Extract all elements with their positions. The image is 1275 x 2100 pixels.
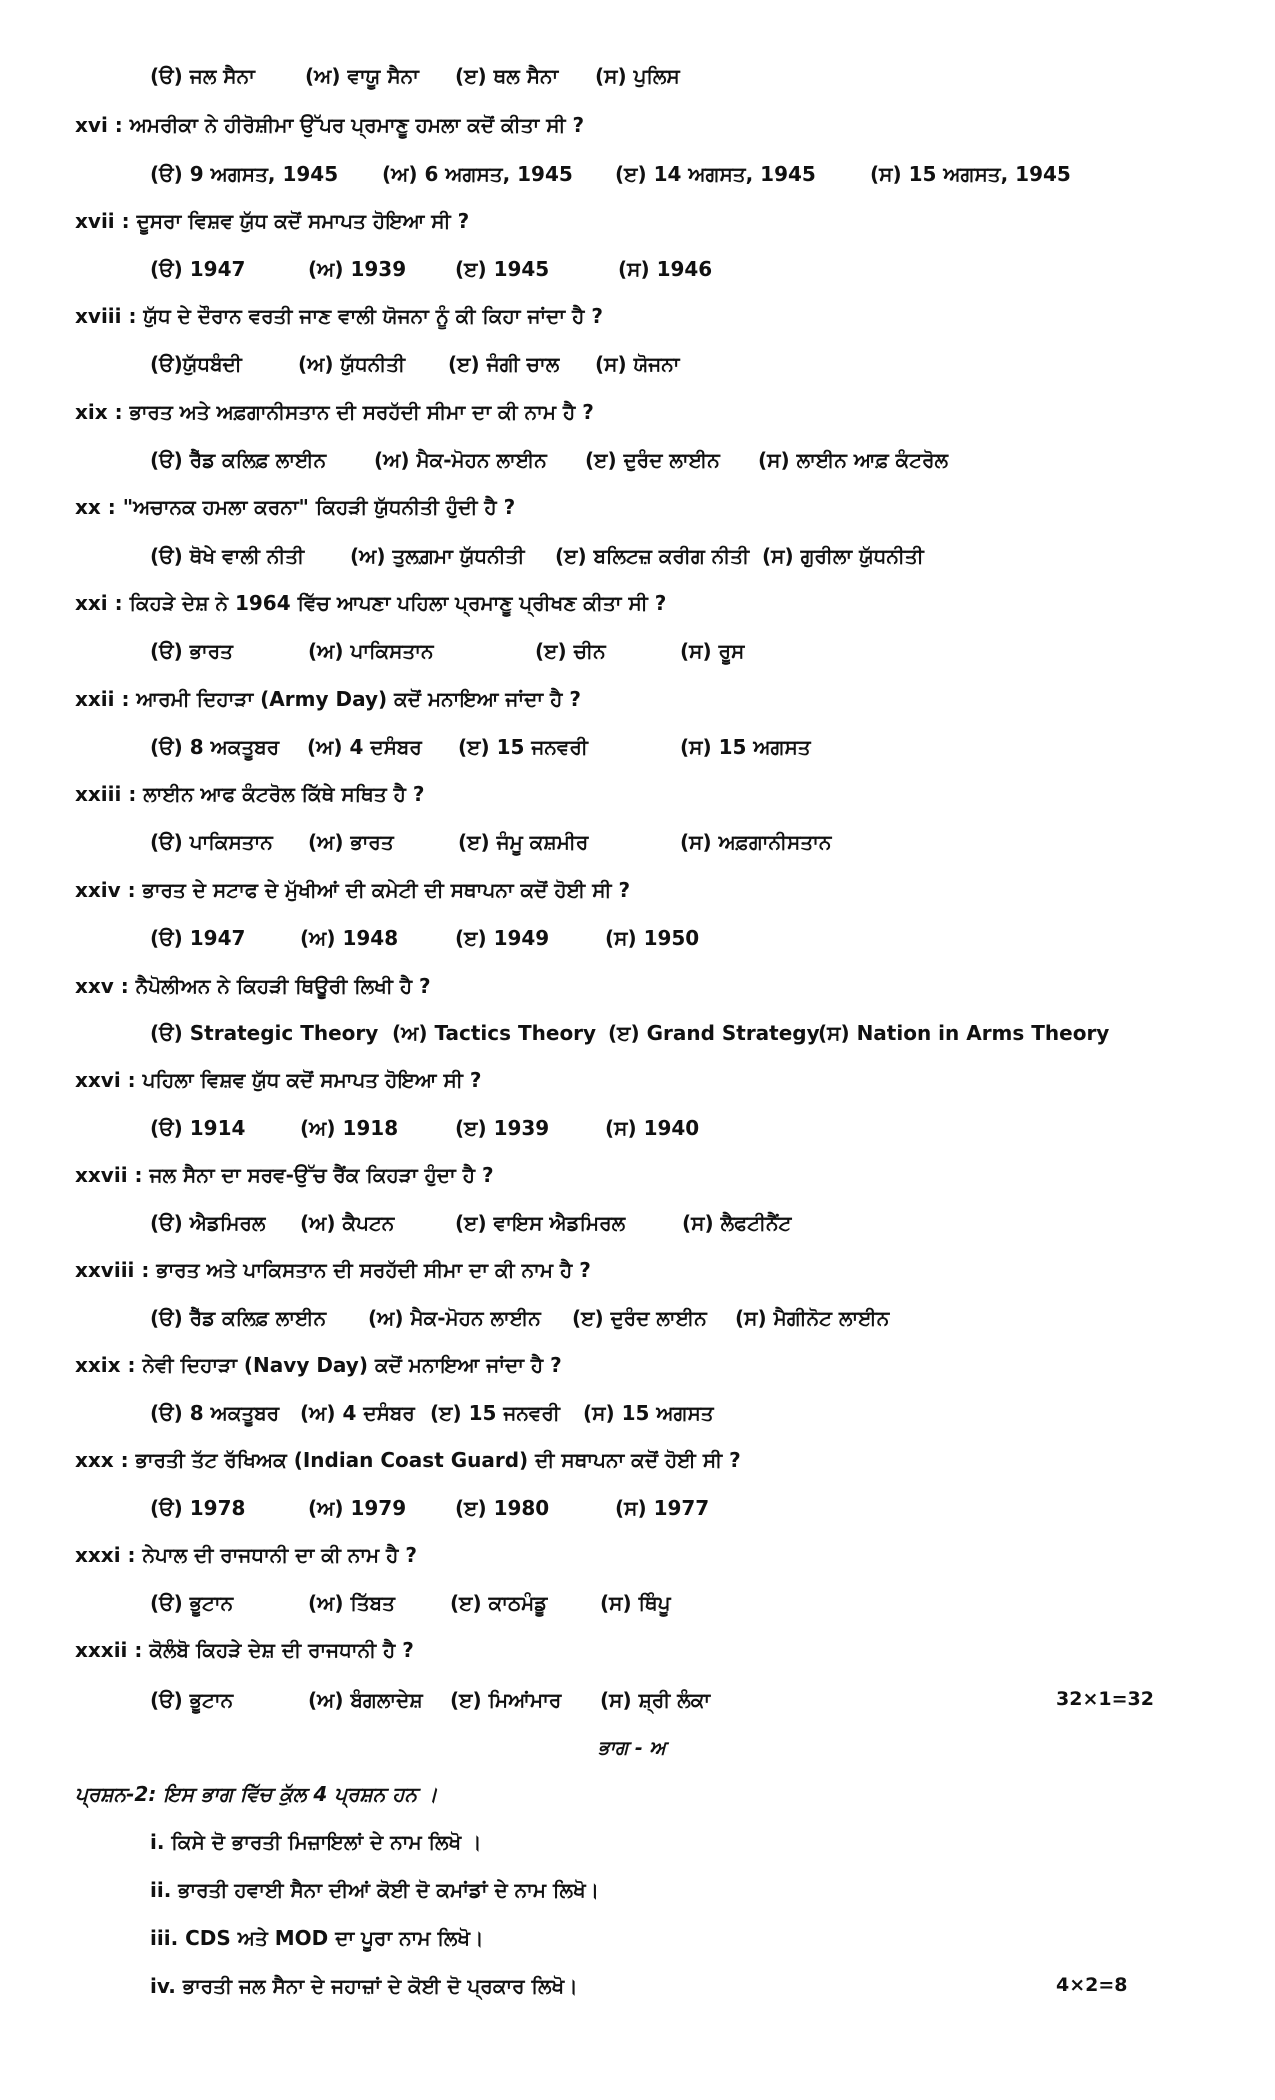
option-b: (ਅ) 1939 bbox=[308, 257, 407, 281]
option-b: (ਅ) ਮੈਕ-ਮੋਹਨ ਲਾਈਨ bbox=[368, 1306, 541, 1330]
option-a: (ੳ) 1914 bbox=[150, 1116, 246, 1140]
option-c: (ੲ) ਬਲਿਟਜ਼ ਕਰੀਗ ਨੀਤੀ bbox=[555, 544, 750, 568]
subquestion-iii: iii. CDS ਅਤੇ MOD ਦਾ ਪੂਰਾ ਨਾਮ ਲਿਖੋ। bbox=[150, 1926, 484, 1950]
option-b: (ਅ) ਕੈਪਟਨ bbox=[300, 1211, 395, 1235]
option-c: (ੲ) ਜੰਗੀ ਚਾਲ bbox=[448, 352, 560, 376]
question-text: xxiii : ਲਾਈਨ ਆਫ ਕੰਟਰੋਲ ਕਿੱਥੇ ਸਥਿਤ ਹੈ ? bbox=[75, 782, 425, 806]
option-c: (ੲ) ਵਾਇਸ ਐਡਮਿਰਲ bbox=[455, 1211, 626, 1235]
option-a: (ੳ) 8 ਅਕਤੂਬਰ bbox=[150, 1401, 280, 1425]
question-text: xvii : ਦੂਸਰਾ ਵਿਸ਼ਵ ਯੁੱਧ ਕਦੋਂ ਸਮਾਪਤ ਹੋਇਆ ਸੀ ? bbox=[75, 209, 470, 233]
subquestion-i: i. ਕਿਸੇ ਦੋ ਭਾਰਤੀ ਮਿਜ਼ਾਇਲਾਂ ਦੇ ਨਾਮ ਲਿਖੋ । bbox=[150, 1830, 482, 1854]
option-d: (ਸ) ਰੂਸ bbox=[680, 639, 745, 663]
section-title: ਭਾਗ - ਅ bbox=[598, 1737, 666, 1759]
subquestion-iv: iv. ਭਾਰਤੀ ਜਲ ਸੈਨਾ ਦੇ ਜਹਾਜ਼ਾਂ ਦੇ ਕੋਈ ਦੋ ਪ੍ਰਕਾਰ ਲਿਖੋ। bbox=[150, 1974, 578, 1998]
option-a: (ੳ) Strategic Theory bbox=[150, 1021, 379, 1045]
option-a: (ੳ) 9 ਅਗਸਤ, 1945 bbox=[150, 162, 339, 186]
option-b: (ਅ) ਤਿੱਬਤ bbox=[308, 1591, 395, 1615]
option-b: (ਅ) 1979 bbox=[308, 1496, 407, 1520]
marks-section-2: 4×2=8 bbox=[1056, 1974, 1128, 1996]
option-a: (ੳ) 1947 bbox=[150, 926, 246, 950]
option-d: (ਸ) ਲਾਈਨ ਆਫ਼ ਕੰਟਰੋਲ bbox=[758, 448, 949, 472]
option-b: (ਅ) ਵਾਯੂ ਸੈਨਾ bbox=[305, 64, 419, 88]
question-text: xix : ਭਾਰਤ ਅਤੇ ਅਫ਼ਗਾਨੀਸਤਾਨ ਦੀ ਸਰਹੱਦੀ ਸੀਮਾ ਦਾ ਕੀ ਨਾਮ ਹੈ ? bbox=[75, 400, 594, 424]
option-a: (ੳ) 8 ਅਕਤੂਬਰ bbox=[150, 735, 280, 759]
option-b: (ਅ) ਬੰਗਲਾਦੇਸ਼ bbox=[308, 1688, 423, 1712]
option-b: (ਅ) 1948 bbox=[300, 926, 399, 950]
option-b: (ਅ) ਮੈਕ-ਮੋਹਨ ਲਾਈਨ bbox=[374, 448, 547, 472]
question-text: xxx : ਭਾਰਤੀ ਤੱਟ ਰੱਖਿਅਕ (Indian Coast Guard) ਦੀ ਸਥਾਪਨਾ ਕਦੋਂ ਹੋਈ ਸੀ ? bbox=[75, 1448, 741, 1472]
option-c: (ੲ) Grand Strategy bbox=[608, 1021, 820, 1045]
option-b: (ਅ) ਪਾਕਿਸਤਾਨ bbox=[308, 639, 434, 663]
option-a: (ੳ) ਰੈੱਡ ਕਲਿਫ਼ ਲਾਈਨ bbox=[150, 448, 327, 472]
question-text: xxi : ਕਿਹੜੇ ਦੇਸ਼ ਨੇ 1964 ਵਿੱਚ ਆਪਣਾ ਪਹਿਲਾ ਪ੍ਰਮਾਣੂ ਪ੍ਰੀਖਣ ਕੀਤਾ ਸੀ ? bbox=[75, 591, 667, 615]
marks-section-1: 32×1=32 bbox=[1056, 1688, 1154, 1710]
option-c: (ੲ) ਦੁਰੰਦ ਲਾਈਨ bbox=[572, 1306, 707, 1330]
option-b: (ਅ) Tactics Theory bbox=[392, 1021, 597, 1045]
option-d: (ਸ) 15 ਅਗਸਤ, 1945 bbox=[870, 162, 1071, 186]
question-text: xviii : ਯੁੱਧ ਦੇ ਦੌਰਾਨ ਵਰਤੀ ਜਾਣ ਵਾਲੀ ਯੋਜਨਾ ਨੂੰ ਕੀ ਕਿਹਾ ਜਾਂਦਾ ਹੈ ? bbox=[75, 304, 603, 328]
option-d: (ਸ) ਲੈਫਟੀਨੈਂਟ bbox=[682, 1211, 792, 1235]
option-b: (ਅ) 1918 bbox=[300, 1116, 399, 1140]
option-d: (ਸ) 1940 bbox=[605, 1116, 700, 1140]
option-a: (ੳ) ਐਡਮਿਰਲ bbox=[150, 1211, 266, 1235]
option-d: (ਸ) 1946 bbox=[618, 257, 713, 281]
option-b: (ਅ) ਯੁੱਧਨੀਤੀ bbox=[298, 352, 406, 376]
option-d: (ਸ) 1977 bbox=[615, 1496, 710, 1520]
option-c: (ੲ) 15 ਜਨਵਰੀ bbox=[458, 735, 588, 759]
option-c: (ੲ) 1980 bbox=[455, 1496, 550, 1520]
question-text: xxii : ਆਰਮੀ ਦਿਹਾੜਾ (Army Day) ਕਦੋਂ ਮਨਾਇਆ ਜਾਂਦਾ ਹੈ ? bbox=[75, 687, 581, 711]
question-text: xxxii : ਕੋਲੰਬੋ ਕਿਹੜੇ ਦੇਸ਼ ਦੀ ਰਾਜਧਾਨੀ ਹੈ ? bbox=[75, 1638, 414, 1662]
option-d: (ਸ) Nation in Arms Theory bbox=[818, 1021, 1110, 1045]
option-a: (ੳ) 1978 bbox=[150, 1496, 246, 1520]
option-a: (ੳ)ਯੁੱਧਬੰਦੀ bbox=[150, 352, 242, 376]
question-text: xvi : ਅਮਰੀਕਾ ਨੇ ਹੀਰੋਸ਼ੀਮਾ ਉੱਪਰ ਪ੍ਰਮਾਣੂ ਹਮਲਾ ਕਦੋਂ ਕੀਤਾ ਸੀ ? bbox=[75, 113, 585, 137]
question-2-heading: ਪ੍ਰਸ਼ਨ-2: ਇਸ ਭਾਗ ਵਿੱਚ ਕੁੱਲ 4 ਪ੍ਰਸ਼ਨ ਹਨ । bbox=[75, 1782, 438, 1806]
option-d: (ਸ) 15 ਅਗਸਤ bbox=[583, 1401, 714, 1425]
option-b: (ਅ) ਤੁਲਗ਼ਮਾ ਯੁੱਧਨੀਤੀ bbox=[350, 544, 525, 568]
option-d: (ਸ) ਥਿੰਪੂ bbox=[600, 1591, 671, 1615]
option-c: (ੲ) ਥਲ ਸੈਨਾ bbox=[455, 64, 559, 88]
option-a: (ੳ) ਪਾਕਿਸਤਾਨ bbox=[150, 830, 273, 854]
option-c: (ੲ) 1939 bbox=[455, 1116, 550, 1140]
option-c: (ੲ) 14 ਅਗਸਤ, 1945 bbox=[615, 162, 816, 186]
option-d: (ਸ) ਗੁਰੀਲਾ ਯੁੱਧਨੀਤੀ bbox=[762, 544, 924, 568]
option-c: (ੲ) ਦੁਰੰਦ ਲਾਈਨ bbox=[585, 448, 720, 472]
question-text: xxxi : ਨੇਪਾਲ ਦੀ ਰਾਜਧਾਨੀ ਦਾ ਕੀ ਨਾਮ ਹੈ ? bbox=[75, 1543, 418, 1567]
question-text: xxviii : ਭਾਰਤ ਅਤੇ ਪਾਕਿਸਤਾਨ ਦੀ ਸਰਹੱਦੀ ਸੀਮਾ ਦਾ ਕੀ ਨਾਮ ਹੈ ? bbox=[75, 1258, 591, 1282]
option-c: (ੲ) ਚੀਨ bbox=[535, 639, 606, 663]
option-c: (ੲ) 1945 bbox=[455, 257, 550, 281]
option-c: (ੲ) 1949 bbox=[455, 926, 550, 950]
question-text: xxix : ਨੇਵੀ ਦਿਹਾੜਾ (Navy Day) ਕਦੋਂ ਮਨਾਇਆ ਜਾਂਦਾ ਹੈ ? bbox=[75, 1353, 562, 1377]
option-b: (ਅ) 6 ਅਗਸਤ, 1945 bbox=[382, 162, 573, 186]
option-d: (ਸ) 1950 bbox=[605, 926, 700, 950]
option-b: (ਅ) 4 ਦਸੰਬਰ bbox=[307, 735, 422, 759]
option-a: (ੳ) 1947 bbox=[150, 257, 246, 281]
option-b: (ਅ) ਭਾਰਤ bbox=[308, 830, 394, 854]
option-d: (ਸ) ਮੈਗੀਨੋਟ ਲਾਈਨ bbox=[735, 1306, 890, 1330]
option-c: (ੲ) ਕਾਠਮੰਡੂ bbox=[450, 1591, 548, 1615]
option-c: (ੲ) 15 ਜਨਵਰੀ bbox=[430, 1401, 560, 1425]
option-c: (ੲ) ਮਿਆਂਮਾਰ bbox=[450, 1688, 562, 1712]
option-b: (ਅ) 4 ਦਸੰਬਰ bbox=[300, 1401, 415, 1425]
option-d: (ਸ) ਸ਼੍ਰੀ ਲੰਕਾ bbox=[600, 1688, 711, 1712]
question-text: xxvii : ਜਲ ਸੈਨਾ ਦਾ ਸਰਵ-ਉੱਚ ਰੈਂਕ ਕਿਹੜਾ ਹੁੰਦਾ ਹੈ ? bbox=[75, 1163, 494, 1187]
question-text: xx : "ਅਚਾਨਕ ਹਮਲਾ ਕਰਨਾ" ਕਿਹੜੀ ਯੁੱਧਨੀਤੀ ਹੁੰਦੀ ਹੈ ? bbox=[75, 495, 516, 519]
option-a: (ੳ) ਭਾਰਤ bbox=[150, 639, 233, 663]
option-a: (ੳ) ਰੈੱਡ ਕਲਿਫ਼ ਲਾਈਨ bbox=[150, 1306, 327, 1330]
question-text: xxvi : ਪਹਿਲਾ ਵਿਸ਼ਵ ਯੁੱਧ ਕਦੋਂ ਸਮਾਪਤ ਹੋਇਆ ਸੀ ? bbox=[75, 1068, 482, 1092]
option-a: (ੳ) ਥੋਖੇ ਵਾਲੀ ਨੀਤੀ bbox=[150, 544, 305, 568]
option-d: (ਸ) 15 ਅਗਸਤ bbox=[680, 735, 811, 759]
question-text: xxv : ਨੈਪੋਲੀਅਨ ਨੇ ਕਿਹੜੀ ਥਿਊਰੀ ਲਿਖੀ ਹੈ ? bbox=[75, 974, 431, 998]
option-a: (ੳ) ਭੂਟਾਨ bbox=[150, 1688, 234, 1712]
option-a: (ੳ) ਭੂਟਾਨ bbox=[150, 1591, 234, 1615]
subquestion-ii: ii. ਭਾਰਤੀ ਹਵਾਈ ਸੈਨਾ ਦੀਆਂ ਕੋਈ ਦੋ ਕਮਾਂਡਾਂ ਦੇ ਨਾਮ ਲਿਖੋ। bbox=[150, 1878, 600, 1902]
option-d: (ਸ) ਯੋਜਨਾ bbox=[595, 352, 680, 376]
option-c: (ੲ) ਜੰਮੂ ਕਸ਼ਮੀਰ bbox=[458, 830, 589, 854]
option-d: (ਸ) ਅਫ਼ਗਾਨੀਸਤਾਨ bbox=[680, 830, 832, 854]
option-d: (ਸ) ਪੁਲਿਸ bbox=[595, 64, 680, 88]
option-a: (ੳ) ਜਲ ਸੈਨਾ bbox=[150, 64, 255, 88]
question-text: xxiv : ਭਾਰਤ ਦੇ ਸਟਾਫ ਦੇ ਮੁੱਖੀਆਂ ਦੀ ਕਮੇਟੀ ਦੀ ਸਥਾਪਨਾ ਕਦੋਂ ਹੋਈ ਸੀ ? bbox=[75, 878, 631, 902]
